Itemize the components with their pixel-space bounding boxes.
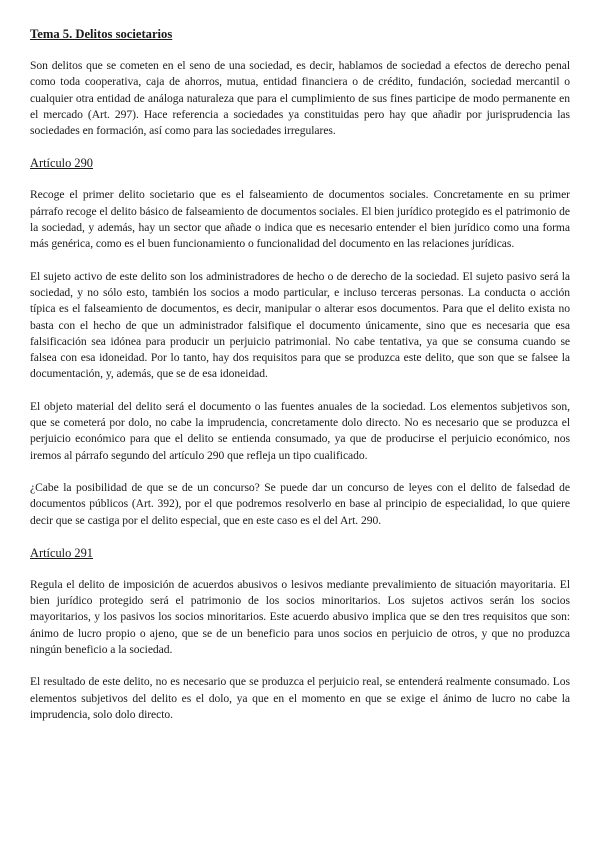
art290-paragraph-2: El sujeto activo de este delito son los administradores de hecho o de derecho de la sociedad. El sujeto pasivo será la sociedad, y no sólo esto, también los socios a modo particular, e incluso terceras personas. La conducta o acción típica es el falseamiento de documentos, es decir, manipular o alterar esos documentos. Para que el delito exista no basta con el hecho de que un administrador falsifique el documento únicamente, sino que es necesaria que esa falsificación sea idónea para producir un perjuicio patrimonial. No cabe tentativa, ya que se consuma cuando se falsea con esa idoneidad. Por lo tanto, hay dos requisitos para que se produzca este delito, que son que se falsee la documentación, y, además, que se de esa idoneidad. <box>30 269 570 381</box>
art291-paragraph-2: El resultado de este delito, no es necesario que se produzca el perjuicio real, se entenderá realmente consumado. Los elementos subjetivos del delito es el dolo, ya que en el momento en que se exige el ánimo de lucro no cabe la imprudencia, solo dolo directo. <box>30 675 570 721</box>
document-title: Tema 5. Delitos societarios <box>30 27 173 41</box>
art290-paragraph-4: ¿Cabe la posibilidad de que se de un concurso? Se puede dar un concurso de leyes con el delito de falsedad de documentos públicos (Art. 392), por el que podremos resolverlo en base al principio de especialidad, lo que quiere decir que se castiga por el delito especial, que en este caso es el del Art. 290. <box>30 480 570 527</box>
document-page <box>30 26 570 739</box>
art290-paragraph-3: El objeto material del delito será el documento o las fuentes anuales de la sociedad. Los elementos subjetivos son, que se cometerá por dolo, no cabe la imprudencia, concretamente dolo directo. No es necesario que se produzca el perjuicio económico para que el delito se entienda consumado, ya que de producirse el perjuicio económico, nos iremos al párrafo segundo del artículo 290 que refleja un tipo cualificado. <box>30 399 570 462</box>
intro-paragraph: Son delitos que se cometen en el seno de una sociedad, es decir, hablamos de sociedad a efectos de derecho penal como toda cooperativa, caja de ahorros, mutua, entidad financiera o de crédito, fundación, sociedad mercantil o cualquier otra entidad de análoga naturaleza que para el cumplimiento de sus fines participe de modo permanente en el mercado (Art. 297). Hace referencia a sociedades ya constituidas pero hay que añadir por jurisprudencia las sociedades en formación, así como para las sociedades irregulares. <box>30 59 570 138</box>
art291-paragraph-1: Regula el delito de imposición de acuerdos abusivos o lesivos mediante prevalimiento de situación mayoritaria. El bien jurídico protegido será el patrimonio de los socios minoritarios. Los sujetos activos serán los socios mayoritarios, y los pasivos los socios minoritarios. Este acuerdo abusivo implica que se den tres requisitos que son: ánimo de lucro propio o ajeno, que se de un beneficio para unos socios en perjuicio de otros, y que no produzca ningún beneficio a la sociedad. <box>30 577 570 657</box>
section-heading-articulo-290: Artículo 290 <box>30 156 93 171</box>
section-heading-articulo-291: Artículo 291 <box>30 545 93 560</box>
art290-paragraph-1: Recoge el primer delito societario que es el falseamiento de documentos sociales. Concretamente en su primer párrafo recoge el delito básico de falseamiento de documentos sociales. El bien jurídico protegido es el patrimonio de la sociedad, y además, hay un sector que añade o indica que es necesario entender el bien jurídico como una forma más genérica, como es el buen funcionamiento o funcionalidad del documento en las relaciones jurídicas. <box>30 188 570 251</box>
